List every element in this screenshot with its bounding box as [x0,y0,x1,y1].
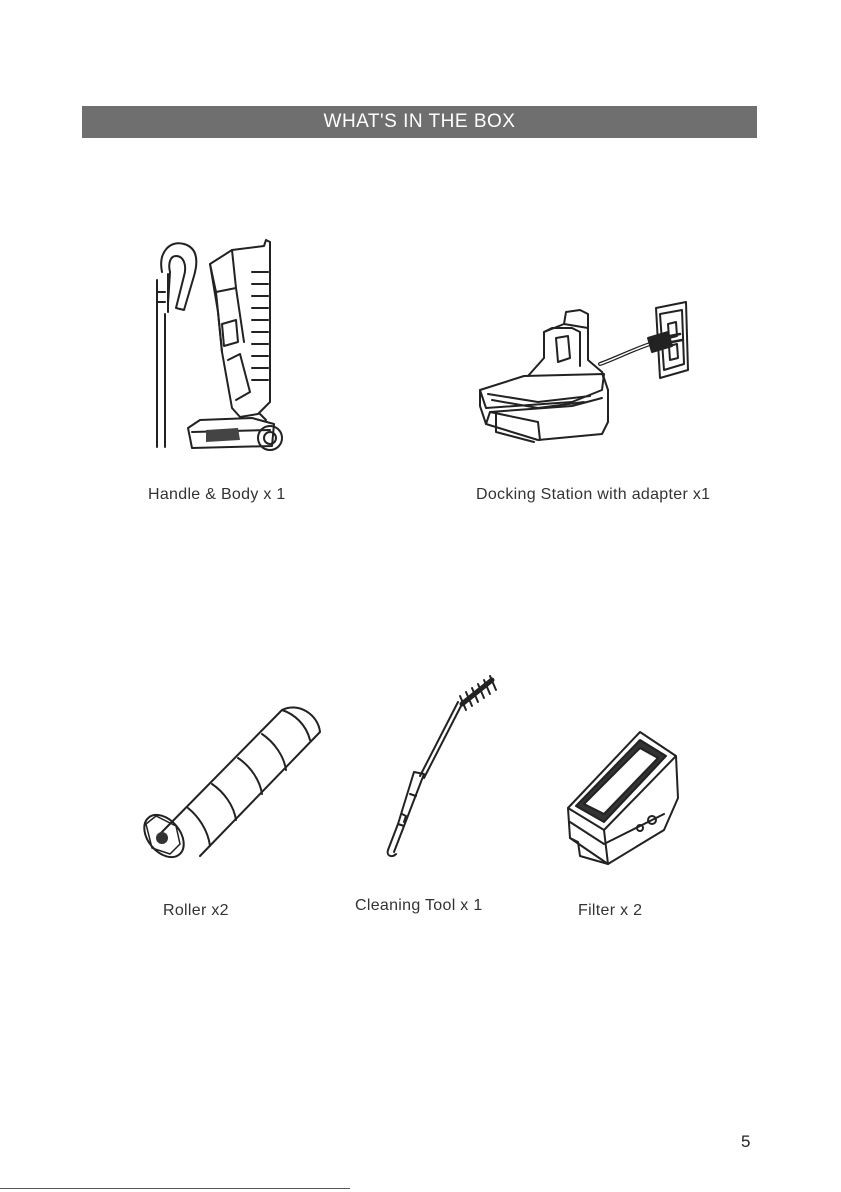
vacuum-handle-body-icon [140,232,310,457]
caption-cleaning-tool: Cleaning Tool x 1 [355,897,483,914]
section-header-bar [82,106,757,138]
caption-docking-station: Docking Station with adapter x1 [476,486,711,503]
filter-icon [560,726,690,866]
cleaning-tool-icon [374,674,504,874]
caption-filter: Filter x 2 [578,902,643,919]
page-number: 5 [741,1132,751,1151]
roller-icon [140,704,330,864]
caption-handle-body: Handle & Body x 1 [148,486,286,503]
docking-station-icon [472,302,722,452]
bottom-rule [0,1188,350,1189]
section-title: WHAT'S IN THE BOX [323,111,516,132]
caption-roller: Roller x2 [163,902,229,919]
